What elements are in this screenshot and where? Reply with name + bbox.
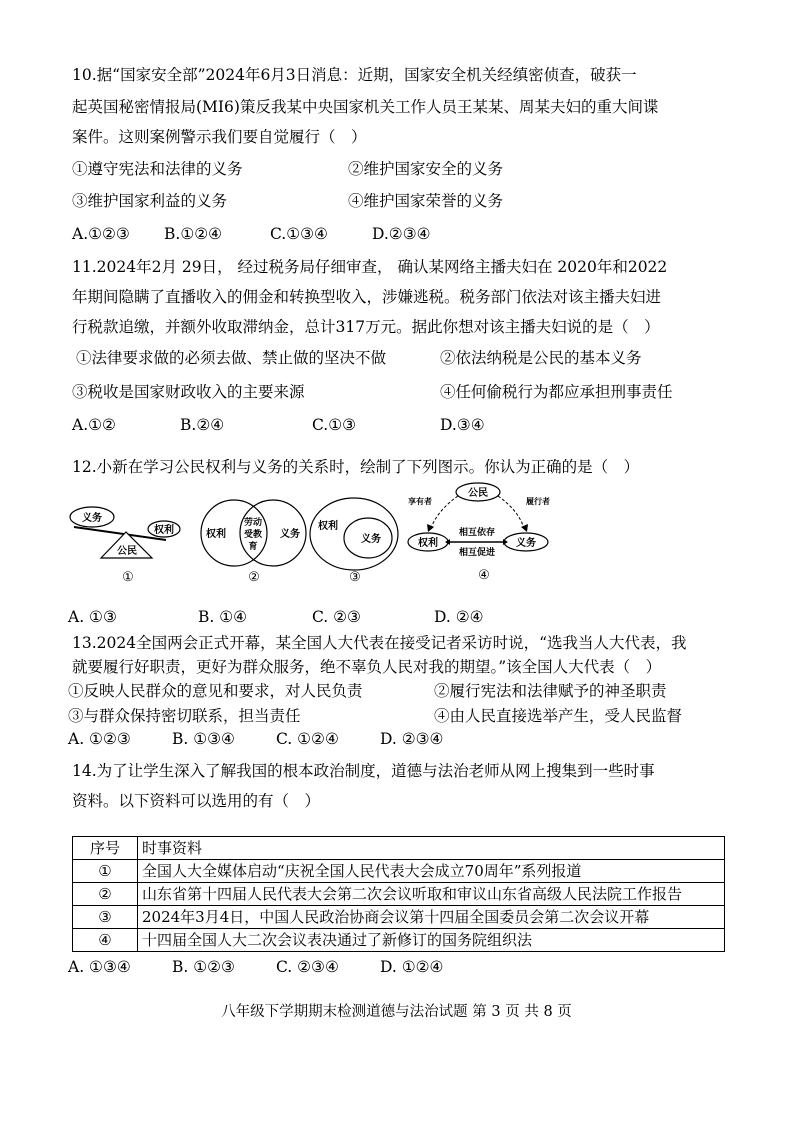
q12-choice-c[interactable]: C. ②③	[312, 608, 361, 626]
d1-number: ①	[122, 570, 134, 585]
q11-choice-b[interactable]: B.②④	[180, 416, 225, 434]
d2-mid-2: 受教	[243, 530, 263, 540]
q13-option-1: ①反映人民群众的意见和要求，对人民负责	[68, 682, 363, 700]
q14-choice-b[interactable]: B. ①②③	[172, 958, 235, 976]
d4-performer-label: 履行者	[526, 497, 550, 506]
q10-choice-d[interactable]: D.②③④	[372, 225, 431, 243]
page-footer: 八年级下学期期末检测道德与法治试题 第 3 页 共 8 页	[221, 1004, 572, 1020]
q11-option-4: ④任何偷税行为都应承担刑事责任	[440, 383, 673, 401]
diagram-2-venn	[201, 500, 306, 585]
table-row	[73, 883, 725, 906]
rights-outer-circle	[310, 498, 398, 570]
d2-rights-label: 权利	[206, 529, 226, 540]
d1-obligation-label: 义务	[82, 513, 102, 524]
q10-option-3: ③维护国家利益的义务	[72, 192, 228, 210]
d4-citizen-label: 公民	[468, 488, 488, 499]
q12-choice-b[interactable]: B. ①④	[198, 608, 248, 626]
q14-choice-c[interactable]: C. ②③④	[276, 958, 339, 976]
arrowhead-obligations	[521, 524, 528, 532]
q11-choice-a[interactable]: A.①②	[72, 416, 116, 434]
arrow-to-obligations	[498, 496, 524, 528]
q11-option-1: ①法律要求做的必须去做、禁止做的坚决不做	[76, 349, 387, 367]
header-material: 时事资料	[138, 837, 725, 860]
row-material: 全国人大全媒体启动“庆祝全国人民代表大会成立70周年”系列报道	[138, 860, 725, 883]
q12-choice-d[interactable]: D. ②④	[434, 608, 484, 626]
q14-choice-a[interactable]: A. ①③④	[68, 958, 131, 976]
q13-choice-a[interactable]: A. ①②③	[68, 730, 131, 748]
d1-citizen-label: 公民	[117, 546, 137, 557]
q12-choice-a[interactable]: A. ①③	[68, 608, 117, 626]
q13-option-2: ②履行宪法和法律赋予的神圣职责	[434, 682, 667, 700]
q10-option-4: ④维护国家荣誉的义务	[348, 192, 504, 210]
q11-line-1: 11.2024年2月 29日， 经过税务局仔细审查， 确认某网络主播夫妇在 2020年和2022	[72, 258, 668, 276]
q10-choice-b[interactable]: B.①②④	[164, 225, 223, 243]
table-row	[73, 860, 725, 883]
d4-rel-1: 相互依存	[458, 528, 496, 538]
row-material: 山东省第十四届人民代表大会第二次会议听取和审议山东省高级人民法院工作报告	[138, 883, 725, 906]
arrow-to-rights	[431, 496, 458, 528]
q11-choice-d[interactable]: D.③④	[440, 416, 485, 434]
row-number: ④	[73, 929, 138, 952]
d4-number: ④	[478, 568, 490, 583]
table-row	[73, 906, 725, 929]
d2-obligations-label: 义务	[280, 529, 300, 540]
d1-right-label: 权利	[154, 525, 174, 536]
q10-option-2: ②维护国家安全的义务	[348, 160, 504, 178]
q12-stem: 12.小新在学习公民权利与义务的关系时，绘制了下列图示。你认为正确的是（ ）	[72, 458, 640, 476]
q13-choice-d[interactable]: D. ②③④	[380, 730, 444, 748]
current-affairs-table	[72, 836, 725, 952]
d2-mid-1: 劳动	[243, 518, 263, 528]
q11-option-3: ③税收是国家财政收入的主要来源	[72, 383, 305, 401]
q11-line-3: 行税款追缴，并额外收取滞纳金，总计317万元。据此你想对该主播夫妇说的是（ ）	[72, 318, 660, 336]
q11-choice-c[interactable]: C.①③	[312, 416, 357, 434]
q12-diagrams	[66, 480, 566, 590]
diagram-3-nested	[310, 498, 398, 585]
q14-choice-d[interactable]: D. ①②④	[380, 958, 444, 976]
q10-choice-a[interactable]: A.①②③	[72, 225, 130, 243]
arrowhead-rights	[427, 524, 434, 532]
row-material: 十四届全国人大二次会议表决通过了新修订的国务院组织法	[138, 929, 725, 952]
header-number: 序号	[73, 837, 138, 860]
row-material: 2024年3月4日，中国人民政治协商会议第十四届全国委员会第二次会议开幕	[138, 906, 725, 929]
table-row	[73, 929, 725, 952]
q11-line-2: 年期间隐瞒了直播收入的佣金和转换型收入，涉嫌逃税。税务部门依法对该主播夫妇进	[72, 288, 662, 306]
q10-line-1: 10.据“国家安全部”2024年6月3日消息：近期，国家安全机关经缜密侦查，破获一	[72, 66, 637, 84]
q13-option-4: ④由人民直接选举产生，受人民监督	[434, 707, 683, 725]
d4-obligations-label: 义务	[516, 538, 536, 549]
d4-rel-2: 相互促进	[458, 548, 496, 558]
d4-rights-label: 权利	[418, 538, 438, 549]
q13-choice-b[interactable]: B. ①③④	[172, 730, 235, 748]
d2-mid-3: 育	[248, 542, 258, 552]
q13-choice-c[interactable]: C. ①②④	[276, 730, 339, 748]
d3-rights-label: 权利	[318, 521, 338, 532]
q10-line-2: 起英国秘密情报局(MI6)策反我某中央国家机关工作人员王某某、周某夫妇的重大间谍	[72, 98, 659, 116]
q13-line-1: 13.2024全国两会正式开幕，某全国人大代表在接受记者采访时说，“选我当人大代表，我	[72, 634, 687, 652]
table-header-row	[73, 837, 725, 860]
row-number: ②	[73, 883, 138, 906]
q14-line-1: 14.为了让学生深入了解我国的根本政治制度，道德与法治老师从网上搜集到一些时事	[72, 762, 655, 780]
q10-line-3: 案件。这则案例警示我们要自觉履行（ ）	[72, 128, 367, 146]
d3-obligations-label: 义务	[361, 534, 381, 545]
row-number: ①	[73, 860, 138, 883]
q11-option-2: ②依法纳税是公民的基本义务	[440, 349, 642, 367]
d3-number: ③	[349, 570, 361, 585]
q13-option-3: ③与群众保持密切联系，担当责任	[68, 707, 301, 725]
q10-option-1: ①遵守宪法和法律的义务	[72, 160, 243, 178]
q13-line-2: 就要履行好职责，更好为群众服务，绝不辜负人民对我的期望。”该全国人大代表（ ）	[72, 658, 662, 676]
q14-line-2: 资料。以下资料可以选用的有（ ）	[72, 792, 321, 810]
q10-choice-c[interactable]: C.①③④	[270, 225, 328, 243]
diagram-1-seesaw	[70, 507, 180, 585]
d4-holder-label: 享有者	[408, 497, 432, 506]
row-number: ③	[73, 906, 138, 929]
diagram-4-relationship	[408, 483, 550, 583]
d2-number: ②	[248, 570, 260, 585]
